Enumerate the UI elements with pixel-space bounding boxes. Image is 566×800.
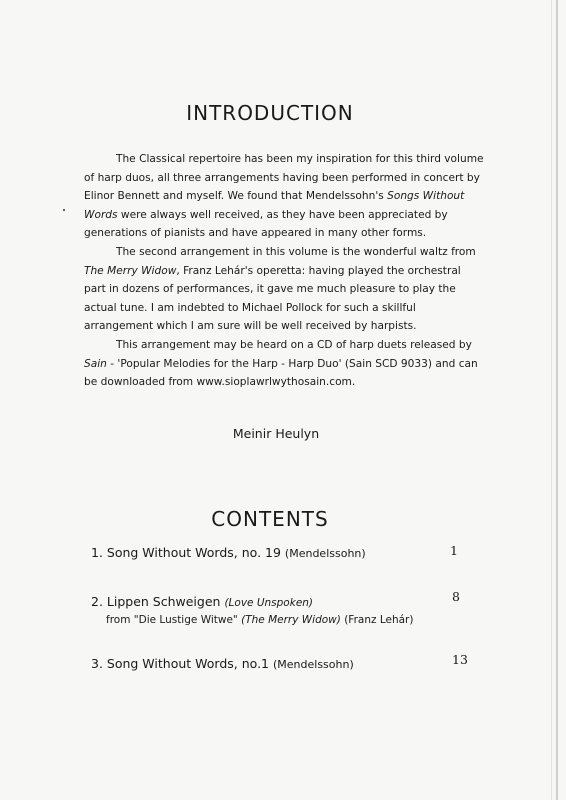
text-run: This arrangement may be heard on a CD of harp duets released by <box>116 338 472 351</box>
text-run: The Classical repertoire has been my inspiration for this third volume of harp duos, all three arrangements having been performed in concert by Elinor Bennett and myself. We found that Mendelssohn's <box>84 153 484 203</box>
page-edge-inner <box>551 0 552 800</box>
introduction-heading: INTRODUCTION <box>186 101 354 126</box>
intro-paragraph-3 <box>84 336 484 392</box>
toc-composer: (Mendelssohn) <box>273 658 354 671</box>
text-run: The second arrangement in this volume is the wonderful waltz from <box>116 245 476 258</box>
author-signature: Meinir Heulyn <box>232 426 320 441</box>
toc-entry-2 <box>91 594 481 609</box>
text-run: from "Die Lustige Witwe" <box>106 614 238 626</box>
text-run: , Franz Lehár's operetta: having played the orchestral part in dozens of performances, it gave me much pleasure to play the actual tune. I am indebted to Michael Pollock for such a skillful arrangement which I am sure will be well received by harpists. <box>84 264 461 333</box>
toc-page-number: 8 <box>452 589 460 604</box>
text-run: (Franz Lehár) <box>344 614 414 626</box>
toc-page-number: 13 <box>452 652 468 667</box>
emphasis-text: Sain <box>84 357 107 370</box>
toc-composer: (Mendelssohn) <box>284 547 366 560</box>
text-run: were always well received, as they have been appreciated by generations of pianists and have appeared in many other forms. <box>84 208 448 240</box>
intro-paragraph-2 <box>84 243 484 336</box>
intro-paragraph-1 <box>84 150 484 243</box>
page-edge <box>556 0 558 800</box>
emphasis-text: (The Merry Widow) <box>241 614 341 626</box>
toc-entry-3 <box>91 656 481 671</box>
toc-title: 3. Song Without Words, no.1 <box>91 656 270 671</box>
toc-title: 2. Lippen Schweigen <box>91 594 221 609</box>
toc-subtitle: (Love Unspoken) <box>224 597 314 609</box>
emphasis-text: Songs Without Words <box>84 190 465 221</box>
contents-heading: CONTENTS <box>211 507 329 532</box>
emphasis-text: The Merry Widow <box>84 264 177 277</box>
text-run: - 'Popular Melodies for the Harp - Harp Duo' (Sain SCD 9033) and can be downloaded from www.sioplawrlwythosain.com. <box>84 357 478 389</box>
introduction-body <box>84 150 484 392</box>
toc-page-number: 1 <box>450 543 458 558</box>
toc-title: 1. Song Without Words, no. 19 <box>91 545 281 560</box>
toc-entry-2-source <box>106 614 413 626</box>
toc-entry-1 <box>91 545 481 560</box>
speck-mark <box>63 209 65 211</box>
